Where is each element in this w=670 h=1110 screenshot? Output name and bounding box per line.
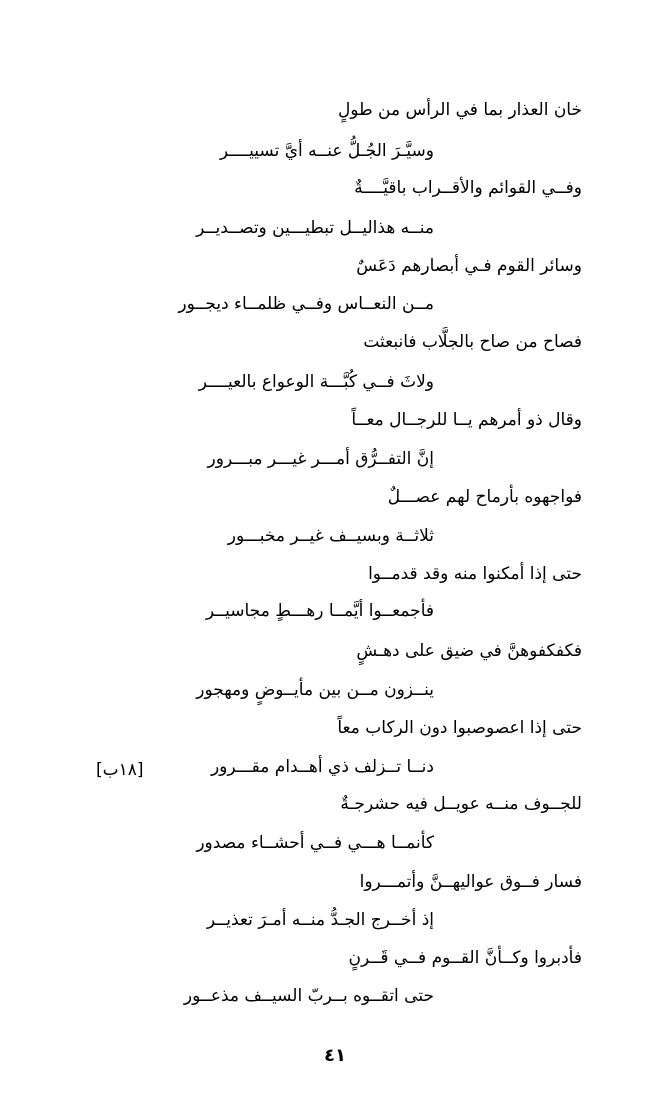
poem-line: فواجهوه بأرماح لهم عصـــلٌ bbox=[387, 487, 582, 507]
poem-line: فصاح من صاح بالجلَّاب فانبعثت bbox=[363, 332, 582, 352]
poem-line: ينــزون مــن بين مأيــوضٍ ومهجور bbox=[196, 680, 434, 700]
poem-line: وفــي القوائم والأقــراب باقيَّــــةٌ bbox=[354, 178, 582, 198]
poem-line: إنَّ التفــرُّق أمـــر غيـــر مبـــرور bbox=[207, 449, 434, 469]
poem-line: وسائر القوم فـي أبصارهم دَعَسٌ bbox=[356, 256, 582, 276]
poem-line: ولاثَ فــي كُبَّـــة الوعواع بالعيــــر bbox=[198, 372, 434, 392]
poem-line: مــن النعــاس وفــي ظلمــاء ديجــور bbox=[178, 294, 434, 314]
poem-line: للجــوف منــه عويــل فيه حشرجـةٌ bbox=[340, 794, 582, 814]
poem-line: ثلاثــة وبسيــف غيــر مخبـــور bbox=[227, 526, 434, 546]
poem-line: فكفكفوهنَّ في ضيق على دهـشٍ bbox=[356, 641, 582, 661]
poem-line: حتى إذا أمكنوا منه وقد قدمــوا bbox=[368, 564, 582, 584]
poem-line: منــه هذاليــل تبطيـــين وتصــديــر bbox=[196, 218, 434, 238]
poem-line: وسيَّـرَ الجُـلُّ عنــه أيَّ تسييــــر bbox=[219, 141, 434, 161]
folio-marker: [١٨ب] bbox=[96, 760, 144, 780]
poem-line: إذ أخــرج الجـدُّ منــه أمـرَ تعذيــر bbox=[206, 910, 434, 930]
poem-line: فأجمعــوا أيَّمــا رهـــطٍ مجاسيــر bbox=[205, 601, 434, 621]
poem-line: خان العذار بما في الرأس من طولٍ bbox=[337, 100, 582, 120]
poem-line: دنــا تــزلف ذي أهــدام مقـــرور bbox=[210, 757, 434, 777]
poem-line: فأدبروا وكــأنَّ القــوم فــي قَــرنٍ bbox=[348, 948, 582, 968]
poem-line: حتى إذا اعصوصبوا دون الركاب معاً bbox=[337, 718, 582, 738]
poem-line: كأنمــا هـــي فــي أحشــاء مصدور bbox=[196, 833, 434, 853]
poem-line: حتى اتقــوه بــربّ السيــف مذعــور bbox=[183, 986, 434, 1006]
poem-line: فسار فــوق عواليهــنَّ وأتمـــروا bbox=[359, 872, 582, 892]
poem-line: وقال ذو أمرهم يــا للرجــال معــاً bbox=[351, 410, 582, 430]
page-number: ٤١ bbox=[324, 1045, 346, 1066]
